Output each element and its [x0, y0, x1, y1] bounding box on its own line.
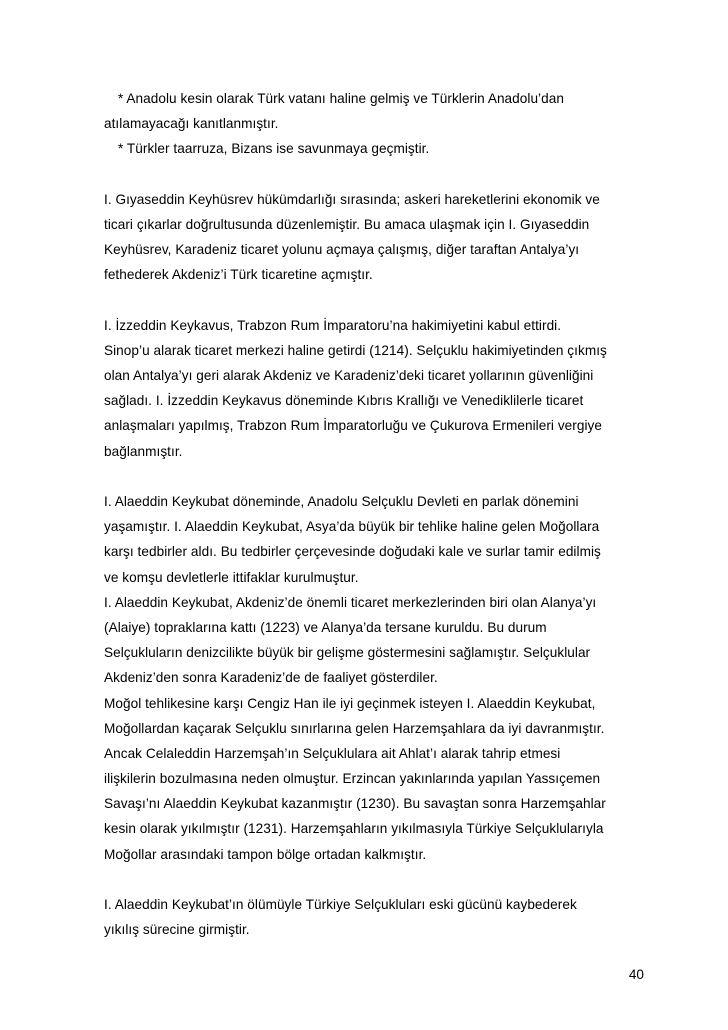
text-line: Moğollar arasındaki tampon bölge ortadan kalkmıştır. — [104, 846, 427, 862]
text-line: yıkılış sürecine girmiştir. — [104, 922, 250, 938]
text-line: atılamayacağı kanıtlanmıştır. — [104, 116, 279, 132]
page-number: 40 — [628, 967, 644, 982]
text-line: I. İzzeddin Keykavus, Trabzon Rum İmparatoru’na hakimiyetini kabul ettirdi. — [104, 317, 562, 333]
text-line: Moğol tehlikesine karşı Cengiz Han ile iyi geçinmek isteyen I. Alaeddin Keykubat, — [104, 695, 596, 711]
text-line: ticari çıkarlar doğrultusunda düzenlemiştir. Bu amaca ulaşmak için I. Gıyaseddin — [104, 216, 590, 232]
text-line: anlaşmaları yapılmış, Trabzon Rum İmparatorluğu ve Çukurova Ermenileri vergiye — [104, 418, 602, 434]
text-line: I. Gıyaseddin Keyhüsrev hükümdarlığı sırasında; askeri hareketlerini ekonomik ve — [104, 191, 600, 207]
paragraph-gap — [104, 464, 644, 489]
text-line: kesin olarak yıkılmıştır (1231). Harzemşahların yıkılmasıyla Türkiye Selçuklularıyla — [104, 821, 604, 837]
text-line: olan Antalya’yı geri alarak Akdeniz ve Karadeniz’deki ticaret yollarının güvenliğini — [104, 368, 594, 384]
text-line: Sinop’u alarak ticaret merkezi haline getirdi (1214). Selçuklu hakimiyetinden çıkmış — [104, 342, 607, 358]
paragraph-gap — [104, 162, 644, 187]
text-line: bağlanmıştır. — [104, 443, 183, 459]
paragraph-izzeddin — [104, 313, 644, 464]
paragraph-gap — [104, 288, 644, 313]
text-line: (Alaiye) topraklarına kattı (1223) ve Alanya’da tersane kuruldu. Bu durum — [104, 619, 547, 635]
paragraph-alaeddin — [104, 489, 644, 867]
bullet-line: * Anadolu kesin olarak Türk vatanı haline gelmiş ve Türklerin Anadolu’dan — [118, 91, 564, 106]
paragraph-conclusion — [104, 892, 644, 942]
paragraph-gıyaseddin — [104, 187, 644, 288]
bullet-line: * Türkler taarruza, Bizans ise savunmaya geçmiştir. — [118, 141, 430, 157]
text-line: sağladı. I. İzzeddin Keykavus döneminde Kıbrıs Krallığı ve Venediklilerle ticaret — [104, 393, 584, 409]
text-line: I. Alaeddin Keykubat, Akdeniz’de önemli ticaret merkezlerinden biri olan Alanya’yı — [104, 594, 597, 610]
text-line: Selçukluların denizcilikte büyük bir gelişme göstermesini sağlamıştır. Selçuklular — [104, 645, 591, 661]
document-body — [104, 86, 644, 942]
text-line: I. Alaeddin Keykubat döneminde, Anadolu Selçuklu Devleti en parlak dönemini — [104, 494, 579, 509]
text-line: Ancak Celaleddin Harzemşah’ın Selçuklulara ait Ahlat’ı alarak tahrip etmesi — [104, 745, 561, 761]
text-line: Moğollardan kaçarak Selçuklu sınırlarına gelen Harzemşahlara da iyi davranmıştır. — [104, 720, 605, 736]
paragraph-gap — [104, 867, 644, 892]
text-line: yaşamıştır. I. Alaeddin Keykubat, Asya’da büyük bir tehlike haline gelen Moğollara — [104, 519, 600, 535]
text-line: Akdeniz’den sonra Karadeniz’de de faaliyet gösterdiler. — [104, 670, 438, 686]
paragraph-summary — [104, 86, 644, 162]
text-line: fethederek Akdeniz’i Türk ticaretine açmıştır. — [104, 267, 373, 283]
text-line: Keyhüsrev, Karadeniz ticaret yolunu açmaya çalışmış, diğer taraftan Antalya’yı — [104, 242, 580, 258]
text-line: Savaşı’nı Alaeddin Keykubat kazanmıştır (1230). Bu savaştan sonra Harzemşahlar — [104, 796, 606, 812]
text-line: I. Alaeddin Keykubat’ın ölümüyle Türkiye Selçukluları eski gücünü kaybederek — [104, 897, 577, 912]
text-line: ilişkilerin bozulmasına neden olmuştur. Erzincan yakınlarında yapılan Yassıçemen — [104, 771, 601, 787]
text-line: ve komşu devletlerle ittifaklar kurulmuştur. — [104, 569, 359, 585]
text-line: karşı tedbirler aldı. Bu tedbirler çerçevesinde doğudaki kale ve surlar tamir edilmiş — [104, 544, 601, 560]
